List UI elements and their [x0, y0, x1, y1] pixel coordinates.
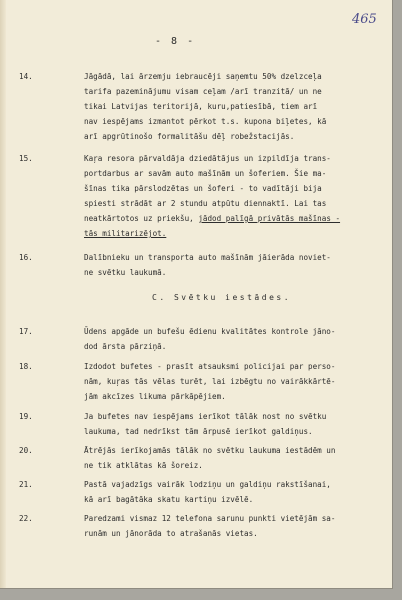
item-line: ne tik atklātas kā šoreiz. [84, 461, 203, 470]
list-item-14 [19, 69, 366, 144]
item-number: 16. [19, 253, 33, 262]
item-number: 21. [19, 480, 33, 489]
item-line-underlined: tās militarizējot. [84, 229, 167, 238]
underlined-phrase: jādod palīgā privātās mašīnas - [198, 214, 341, 223]
list-item-15 [19, 151, 366, 241]
item-number: 15. [19, 154, 33, 163]
item-line: kā arī bagātāka skatu kartiņu izvēlē. [84, 495, 254, 504]
list-item-21 [19, 477, 366, 507]
item-line: tikai Latvijas teritorijā, kuru,patiesībā, tiem arī [84, 102, 318, 111]
item-line: Ja bufetes nav iespējams ierīkot tālāk nost no svētku [84, 412, 327, 421]
item-line: nav iespējams izmantot pērkot t.s. kupona biļetes, kā [84, 117, 327, 126]
item-line: Dalībnieku un transporta auto mašīnām jāierāda noviet- [84, 253, 331, 262]
page-binding-edge [0, 0, 6, 588]
item-line: Paredzami vismaz 12 telefona sarunu punkti vietējām sa- [84, 514, 336, 523]
item-line: jām akcīzes likuma pārkāpējiem. [84, 392, 226, 401]
list-item-19 [19, 409, 366, 439]
item-line: Ātrējās ierīkojamās tālāk no svētku laukuma iestādēm un [84, 446, 336, 455]
item-number: 20. [19, 446, 33, 455]
item-line-with-underline [84, 211, 366, 226]
section-heading: C. Svētku iestādes. [152, 293, 292, 302]
item-line: spiesti strādāt ar 2 stundu atpūtu diennaktī. Lai tas [84, 199, 327, 208]
item-line: arī apgrūtinošo formalitāšu dēļ robežstacijās. [84, 132, 295, 141]
item-line: Izdodot bufetes - prasīt atsauksmi policijai par perso- [84, 362, 336, 371]
list-item-17 [19, 324, 366, 354]
item-line: šīnas tika pārslodzētas un šoferi - to vadītāji bija [84, 184, 322, 193]
item-line: runām un jānorāda to atrašanās vietas. [84, 529, 258, 538]
item-number: 14. [19, 72, 33, 81]
list-item-20 [19, 443, 366, 473]
item-number: 22. [19, 514, 33, 523]
item-line: Pastā vajadzīgs vairāk lodziņu un galdiņu rakstīšanai, [84, 480, 331, 489]
item-line: tarifa pazeminājumu visam ceļam /arī tranzitā/ un ne [84, 87, 322, 96]
page-number: - 8 - [155, 36, 196, 47]
list-item-22 [19, 511, 366, 541]
item-line: Kaŗa resora pārvaldāja dziedātājus un izpildīja trans- [84, 154, 331, 163]
item-line: nām, kuŗas tās vēlas turēt, lai izbēgtu no vairākkārtē- [84, 377, 336, 386]
item-number: 19. [19, 412, 33, 421]
item-line: ne svētku laukumā. [84, 268, 167, 277]
archive-page-number: 465 [352, 12, 377, 27]
item-line: Ūdens apgāde un bufešu ēdienu kvalitātes kontrole jāno- [84, 327, 336, 336]
list-item-16 [19, 250, 366, 280]
item-line: portdarbus ar savām auto mašīnām un šoferiem. Šie ma- [84, 169, 327, 178]
item-line: Jāgādā, lai ārzemju iebraucēji saņemtu 50% dzelzceļa [84, 72, 322, 81]
item-line-start: neatkārtotos uz priekšu, [84, 214, 194, 223]
item-number: 17. [19, 327, 33, 336]
item-number: 18. [19, 362, 33, 371]
item-line: laukuma, tad nedrīkst tām ārpusē ierīkot galdiņus. [84, 427, 313, 436]
list-item-18 [19, 359, 366, 404]
item-line: dod ārsta pārziņā. [84, 342, 167, 351]
